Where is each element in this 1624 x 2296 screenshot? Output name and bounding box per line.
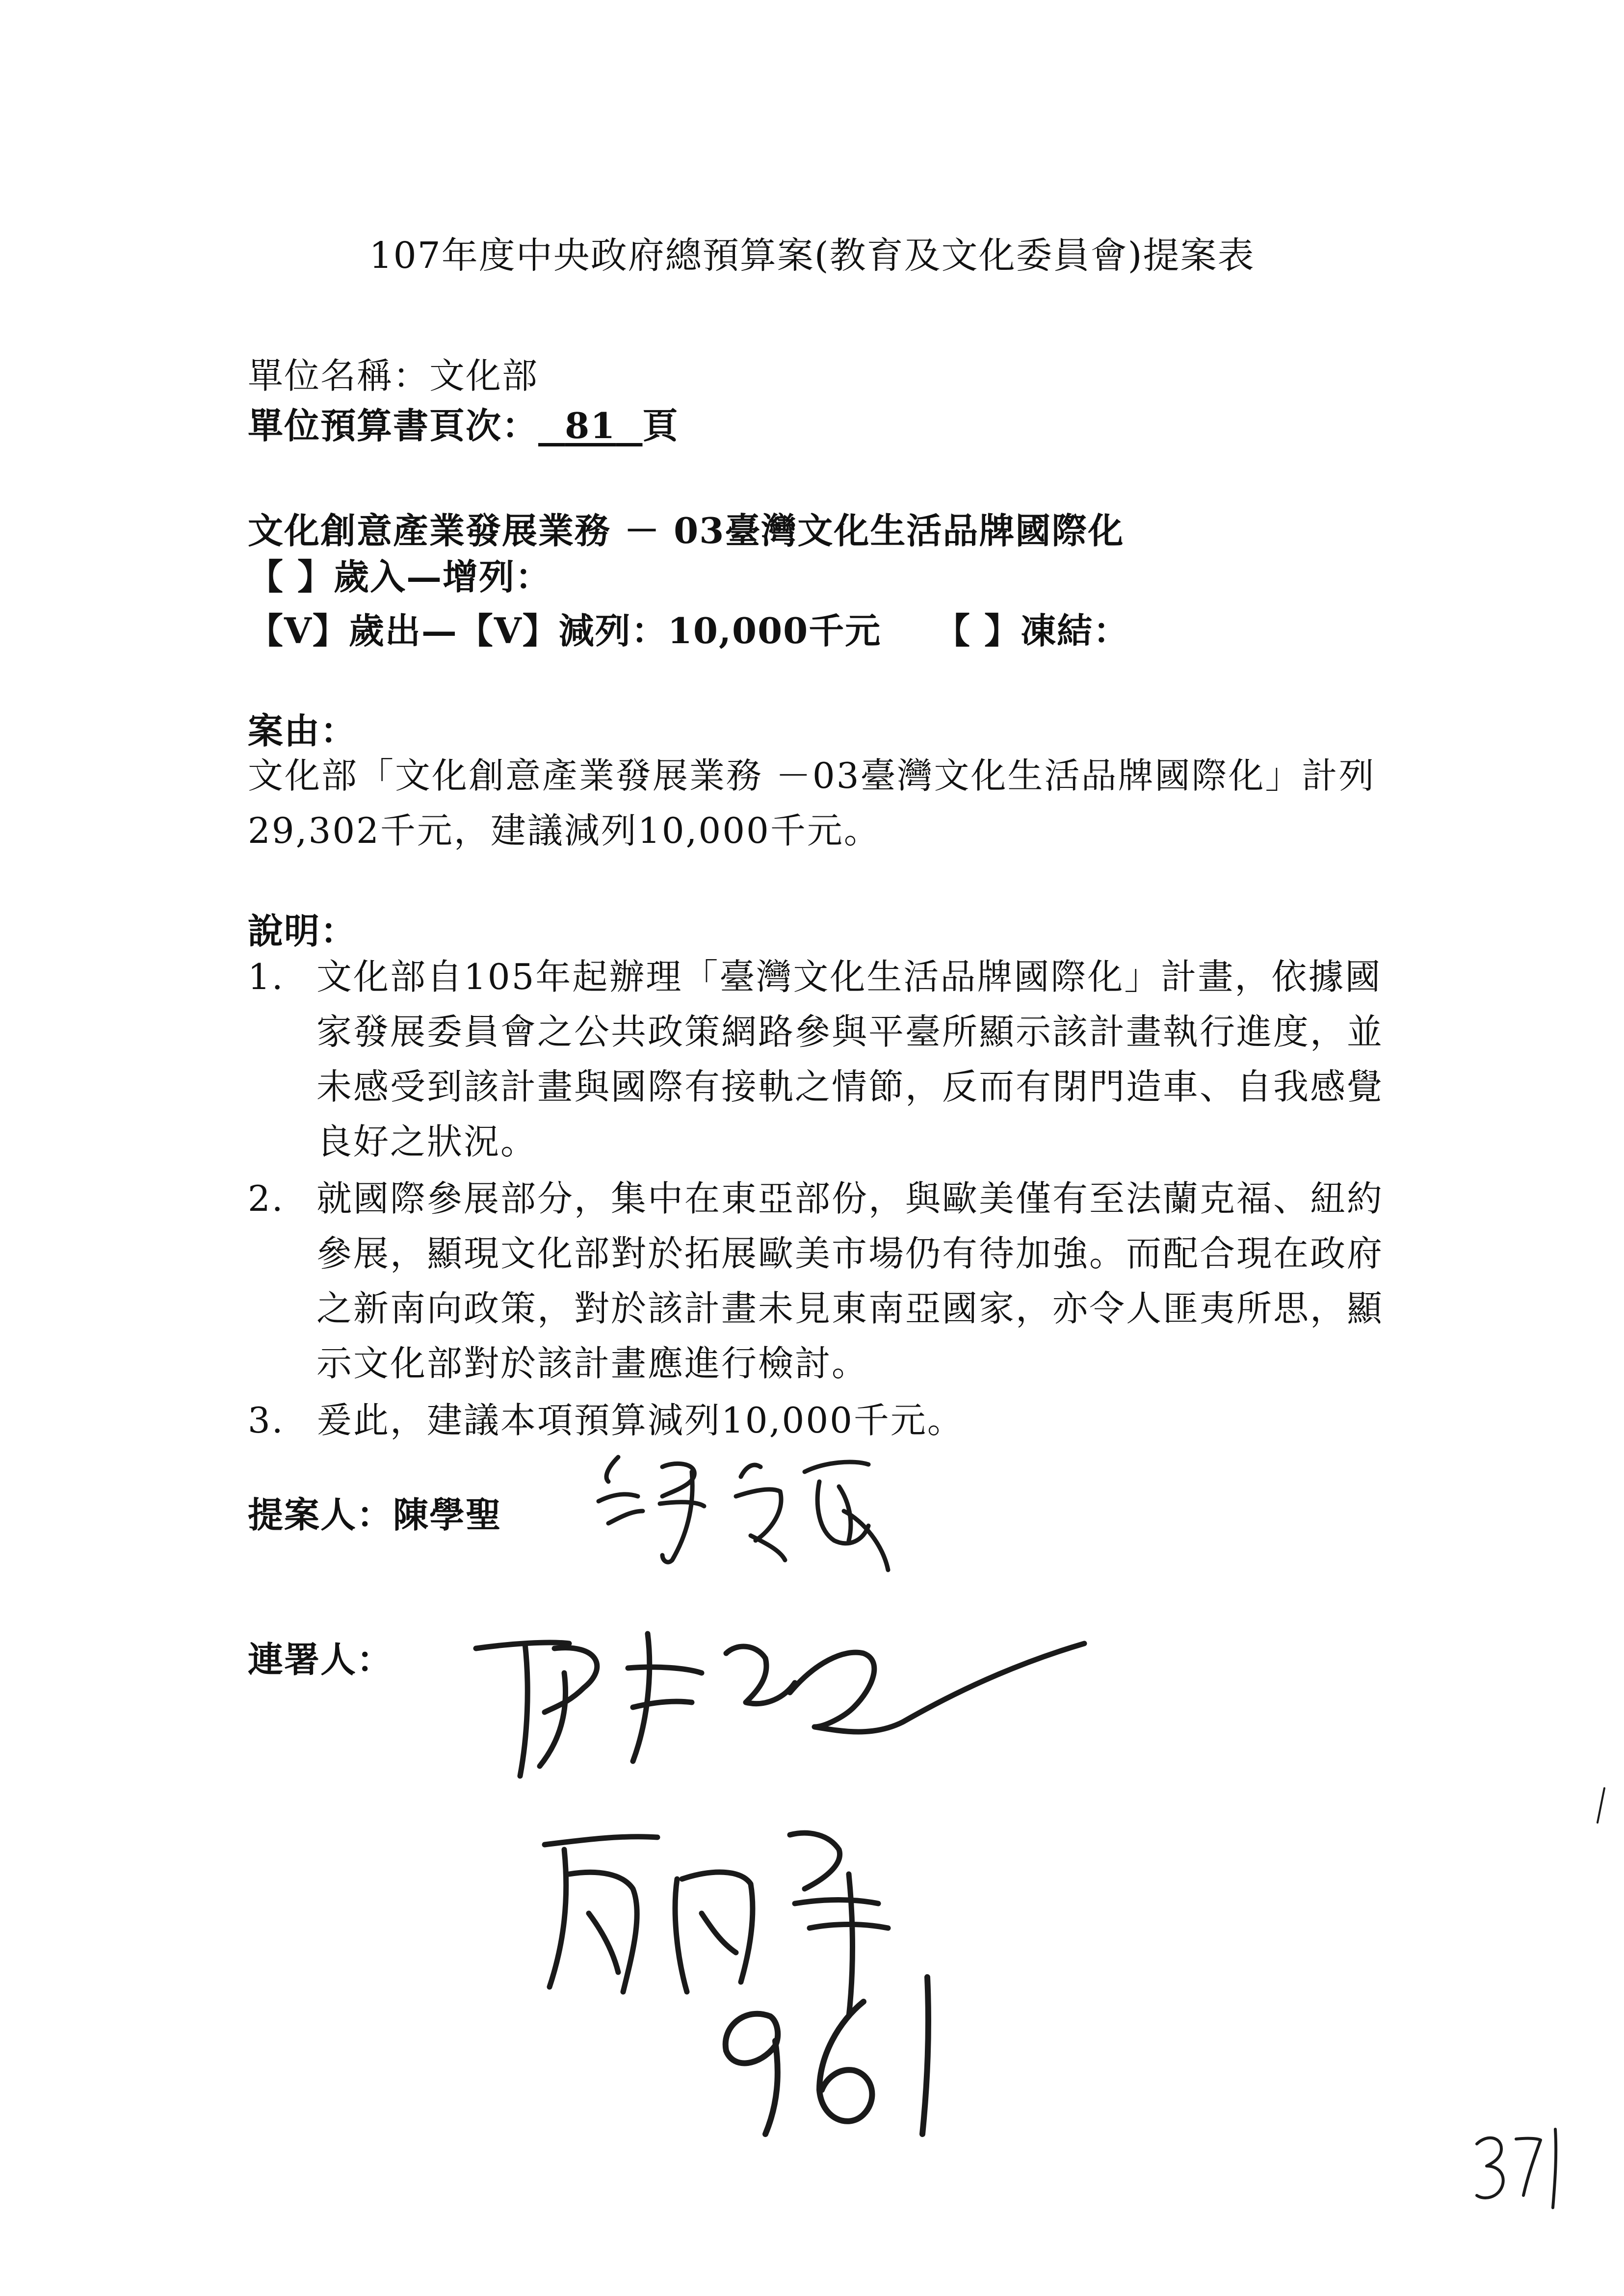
proposer-label: 提案人：陳學聖	[248, 1494, 502, 1536]
explanation-heading: 說明：	[248, 910, 357, 952]
unit-name: 單位名稱：文化部	[248, 355, 539, 396]
program-line: 文化創意產業發展業務 － 03臺灣文化生活品牌國際化	[248, 510, 1125, 551]
cosigner-label: 連署人：	[248, 1639, 393, 1680]
list-item-text: 就國際參展部分，集中在東亞部份，與歐美僅有至法蘭克福、紐約參展，顯現文化部對於拓展歐美市場仍有待加強。而配合現在政府之新南向政策，對於該計畫未見東南亞國家，亦令人匪夷所思，顯示文化部對於該計畫應進行檢討。	[316, 1178, 1384, 1384]
page-title: 107年度中央政府總預算案(教育及文化委員會)提案表	[369, 235, 1255, 277]
reason-text: 文化部「文化創意產業發展業務 －03臺灣文化生活品牌國際化」計列29,302千元，建議減列10,000千元。	[248, 755, 1376, 851]
list-item	[248, 1171, 1396, 1391]
list-item-number: 2.	[248, 1178, 285, 1219]
reason-heading: 案由：	[248, 710, 357, 752]
budget-page-number: 81	[565, 405, 616, 446]
list-item-text: 文化部自105年起辦理「臺灣文化生活品牌國際化」計畫，依據國家發展委員會之公共政策網路參與平臺所顯示該計畫執行進度，並未感受到該計畫與國際有接軌之情節，反而有閉門造車、自我感覺良好之狀況。	[316, 956, 1384, 1162]
budget-page-prefix: 單位預算書頁次：	[248, 405, 539, 446]
expenditure-line: 【V】歲出—【V】減列：10,000千元	[248, 610, 882, 652]
list-item-number: 3.	[248, 1400, 285, 1441]
budget-page	[248, 397, 679, 448]
freeze-line: 【 】凍結：	[935, 610, 1130, 652]
revenue-line: 【 】歲入—增列：	[248, 556, 552, 598]
budget-page-suffix: 頁	[642, 405, 679, 446]
list-item-text: 爰此，建議本項預算減列10,000千元。	[316, 1400, 964, 1441]
list-item	[248, 949, 1396, 1169]
list-item-number: 1.	[248, 956, 285, 997]
